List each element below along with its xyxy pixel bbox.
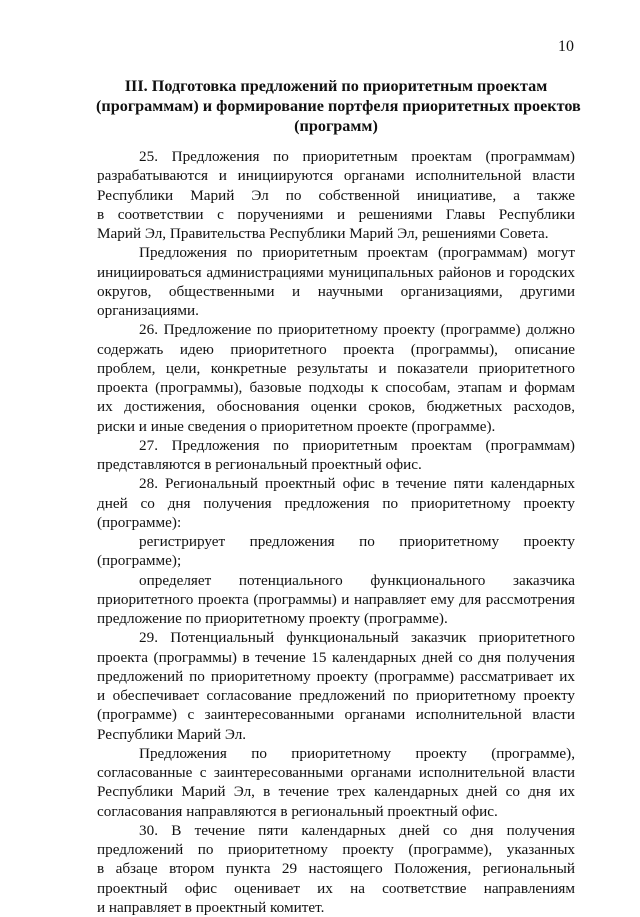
paragraph-30: [97, 821, 575, 917]
text-line: и направляет в проектный комитет.: [97, 898, 325, 916]
text-line: 27. Предложения по приоритетным проектам (программам): [139, 436, 575, 454]
text-line: проектный офис оценивает их на соответствие направлениям: [97, 879, 575, 897]
text-line: их достижения, обоснования оценки сроков, бюджетных расходов,: [97, 398, 575, 416]
section-heading: [96, 76, 581, 136]
text-line: определяет потенциального функционального заказчика: [139, 571, 575, 589]
section-heading-line: (программам) и формирование портфеля приоритетных проектов: [96, 97, 581, 115]
text-line: риски и иные сведения о приоритетном проекте (программе).: [97, 417, 496, 435]
text-line: (программе):: [97, 513, 182, 531]
text-line: Республики Марий Эл, в течение трех календарных дней со дня их: [97, 783, 575, 801]
text-line: дней со дня получения предложения по приоритетному проекту: [97, 494, 575, 512]
text-line: в соответствии с поручениями и решениями Главы Республики: [97, 205, 575, 223]
text-line: 29. Потенциальный функциональный заказчик приоритетного: [139, 629, 575, 647]
paragraph-28-registers: [97, 532, 575, 571]
text-line: предложений по приоритетному проекту (программе), указанных: [97, 841, 575, 858]
document-body: [97, 147, 575, 917]
section-heading-line: (программ): [294, 117, 378, 135]
paragraph-25-proposals: [97, 243, 575, 320]
text-line: регистрирует предложения по приоритетному проекту: [139, 533, 575, 550]
text-line: согласованные с заинтересованными органами исполнительной власти: [97, 764, 575, 781]
text-line: и обеспечивает согласование предложений по приоритетному проекту: [97, 687, 575, 704]
text-line: проекта (программы) в течение 15 календарных дней со дня получения: [97, 648, 575, 666]
text-line: проблем, цели, конкретные результаты и показатели приоритетного: [97, 359, 575, 377]
text-line: представляются в региональный проектный офис.: [97, 456, 422, 473]
text-line: инициироваться администрациями муниципальных районов и городских: [97, 263, 575, 281]
text-line: в абзаце втором пункта 29 настоящего Положения, региональный: [97, 860, 575, 878]
paragraph-29-agreed: [97, 744, 575, 821]
text-line: предложение по приоритетному проекту (программе).: [97, 610, 448, 627]
paragraph-28-determines: [97, 571, 575, 629]
text-line: округов, общественными и научными организациями, другими: [97, 282, 575, 300]
text-line: организациями.: [97, 302, 199, 319]
text-line: Республики Марий Эл.: [97, 725, 247, 743]
text-line: 28. Региональный проектный офис в течение пяти календарных: [139, 475, 575, 493]
page-number: 10: [558, 38, 574, 55]
text-line: разрабатываются и инициируются органами исполнительной власти: [97, 167, 575, 185]
text-line: содержать идею приоритетного проекта (программы), описание: [97, 340, 575, 358]
paragraph-29: [97, 628, 575, 744]
text-line: Предложения по приоритетному проекту (программе),: [139, 744, 575, 762]
text-line: приоритетного проекта (программы) и направляет ему для рассмотрения: [97, 590, 575, 608]
paragraph-28: [97, 474, 575, 532]
paragraph-27: [97, 436, 575, 475]
text-line: Марий Эл, Правительства Республики Марий Эл, решениями Совета.: [97, 225, 549, 242]
text-line: (программе) с заинтересованными органами исполнительной власти: [97, 706, 575, 724]
text-line: Республики Марий Эл по собственной инициативе, а также: [97, 186, 575, 204]
paragraph-26: [97, 320, 575, 436]
text-line: 30. В течение пяти календарных дней со дня получения: [139, 821, 575, 839]
section-heading-line: III. Подготовка предложений по приоритетным проектам: [124, 77, 548, 95]
text-line: 25. Предложения по приоритетным проектам (программам): [139, 148, 575, 165]
text-line: (программе);: [97, 552, 182, 570]
text-line: Предложения по приоритетным проектам (программам) могут: [139, 244, 575, 262]
text-line: предложений по приоритетному проекту (программе) рассматривает их: [97, 667, 575, 685]
text-line: проекта (программы), базовые подходы к способам, этапам и формам: [97, 379, 575, 396]
text-line: 26. Предложение по приоритетному проекту (программе) должно: [139, 321, 575, 339]
text-line: согласования направляются в региональный проектный офис.: [97, 802, 498, 820]
paragraph-25: [97, 147, 575, 243]
